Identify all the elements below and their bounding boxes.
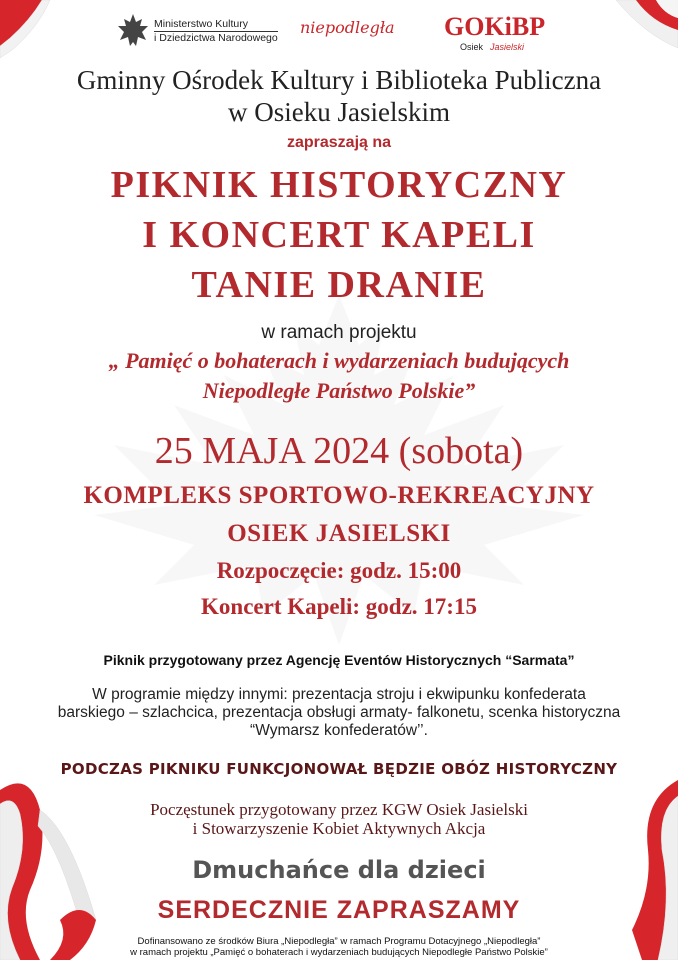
venue-line1: KOMPLEKS SPORTOWO-REKREACYJNY bbox=[83, 482, 595, 509]
gokibp-logo-sub2: Jasielski bbox=[490, 42, 525, 52]
camp-announcement: PODCZAS PIKNIKU FUNKCJONOWAŁ BĘDZIE OBÓZ HISTORYCZNY bbox=[60, 760, 618, 778]
event-title-line1: PIKNIK HISTORYCZNY bbox=[110, 164, 568, 206]
program-line2: barskiego – szlachcica, prezentacja obsługi armaty- falkonetu, scenka historyczna bbox=[57, 704, 621, 721]
logos-bar bbox=[0, 8, 678, 52]
gokibp-logo-text: GOKiBP bbox=[444, 12, 546, 41]
project-name-line2: Niepodległe Państwo Polskie” bbox=[202, 378, 476, 403]
ministry-name-line1: Ministerstwo Kultury bbox=[154, 18, 278, 32]
ministry-name-line2: i Dziedzictwa Narodowego bbox=[154, 32, 278, 44]
concert-time: Koncert Kapeli: godz. 17:15 bbox=[201, 594, 477, 619]
program-line1: W programie między innymi: prezentacja stroju i ekwipunku konfederata bbox=[92, 686, 586, 703]
event-date: 25 MAJA 2024 (sobota) bbox=[154, 430, 524, 472]
program-line3: “Wymarsz konfederatów’’. bbox=[250, 722, 428, 739]
organizer-line2: w Osieku Jasielskim bbox=[228, 97, 450, 127]
funding-line1: Dofinansowano ze środków Biura „Niepodległa” w ramach Programu Dotacyjnego „Niepodległa” bbox=[137, 936, 541, 947]
event-title-line3: TANIE DRANIE bbox=[191, 264, 487, 306]
invite-text: zapraszają na bbox=[286, 134, 392, 151]
welcome-text: SERDECZNIE ZAPRASZAMY bbox=[157, 896, 521, 924]
funding-line2: w ramach projektu „Pamięć o bohaterach i wydarzeniach budujących Niepodległe Państwo Polskie” bbox=[130, 947, 548, 958]
refreshments-line2: i Stowarzyszenie Kobiet Aktywnych Akcja bbox=[192, 819, 486, 838]
organizer-line1: Gminny Ośrodek Kultury i Biblioteka Publiczna bbox=[76, 65, 602, 95]
project-name-line1: „ Pamięć o bohaterach i wydarzeniach budujących bbox=[108, 348, 570, 373]
bouncy-castles-text: Dmuchańce dla dzieci bbox=[192, 856, 486, 884]
event-title-line2: I KONCERT KAPELI bbox=[142, 214, 536, 256]
prepared-by-text: Piknik przygotowany przez Agencję Eventów Historycznych “Sarmata” bbox=[103, 652, 575, 668]
gokibp-logo bbox=[444, 12, 554, 54]
gokibp-logo-sub1: Osiek bbox=[460, 42, 484, 52]
start-time: Rozpoczęcie: godz. 15:00 bbox=[216, 558, 462, 583]
ministry-logo bbox=[116, 12, 278, 50]
refreshments-line1: Poczęstunek przygotowany przez KGW Osiek Jasielski bbox=[150, 800, 528, 819]
venue-line2: OSIEK JASIELSKI bbox=[227, 520, 451, 547]
project-intro: w ramach projektu bbox=[261, 322, 417, 343]
eagle-emblem-icon bbox=[116, 12, 150, 50]
niepodlegla-logo: niepodległa bbox=[300, 18, 395, 37]
